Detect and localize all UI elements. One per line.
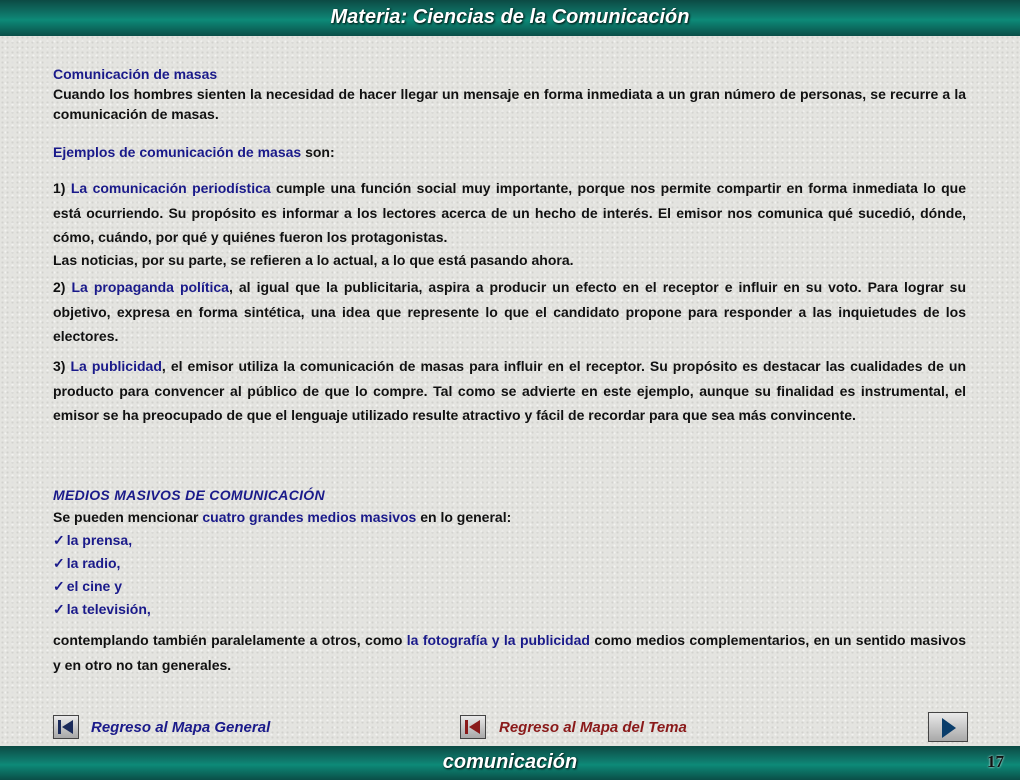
example-number: 1) [53,180,71,196]
check-icon: ✓ [53,555,65,571]
list-item-label: el cine y [66,578,122,594]
back-icon [464,719,482,735]
medios-outro [53,628,966,677]
example-highlight: La comunicación periodística [70,180,271,196]
list-item [53,575,966,598]
medios-intro [53,507,966,527]
medios-intro-post: en lo general: [416,509,512,525]
medios-list [53,529,966,621]
example-text: , el emisor utiliza la comunicación de masas para influir en el receptor. Su propósito es destacar las cualidades de un producto para convencer al público de que lo compre. Tal como se advierte en este ejemplo, aunque su finalidad es instrumental, el emisor se ha preocupado de que el lenguaje utilizado resulte atractivo y fácil de recordar para que sea más convincente. [53,358,967,423]
next-page-button[interactable] [928,712,968,742]
header-bar [0,0,1020,36]
medios-section [53,485,966,621]
list-item [53,552,966,575]
example-extra: Las noticias, por su parte, se refieren a lo actual, a lo que está pasando ahora. [53,251,574,268]
back-icon [57,719,75,735]
example-number: 2) [53,279,72,295]
list-item-label: la televisión, [66,601,151,617]
back-to-topic-map-link[interactable]: Regreso al Mapa del Tema [499,719,687,736]
examples-intro-highlight: Ejemplos de comunicación de masas [53,144,302,160]
medios-intro-highlight: cuatro grandes medios masivos [202,509,417,525]
navigation-bar [0,713,1020,743]
medios-heading: MEDIOS MASIVOS DE COMUNICACIÓN [53,487,325,503]
check-icon: ✓ [53,601,65,617]
section-comunicacion-masas [53,64,966,124]
section-text: Cuando los hombres sienten la necesidad de hacer llegar un mensaje en forma inmediata a un gran número de personas, se recurre a la comunicación de masas. [53,86,966,122]
medios-outro-pre: contemplando también paralelamente a otros, como [53,632,407,648]
back-to-general-map-button[interactable] [53,715,79,739]
example-item [53,275,966,349]
example-number: 3) [53,358,71,374]
next-icon [932,716,964,740]
back-to-general-map-link[interactable]: Regreso al Mapa General [91,719,271,736]
footer-title: comunicación [442,751,578,773]
example-highlight: La publicidad [70,358,162,374]
list-item-label: la radio, [66,555,121,571]
page-number: 17 [987,752,1004,771]
check-icon: ✓ [53,578,65,594]
list-item [53,598,966,621]
back-to-topic-map-button[interactable] [460,715,486,739]
examples-intro-rest: son: [301,144,335,160]
medios-outro-highlight: la fotografía y la publicidad [406,632,590,648]
example-item [53,176,966,270]
list-item [53,529,966,552]
list-item-label: la prensa, [66,532,133,548]
medios-intro-pre: Se pueden mencionar [53,509,203,525]
section-heading: Comunicación de masas [53,66,218,82]
example-text: , al igual que la publicitaria, aspira a producir un efecto en el receptor e influir en su voto. Para lograr su objetivo, expresa en forma sintética, una idea que represente lo que el candidato propone para responder a las inquietudes de los electores. [53,279,966,344]
example-highlight: La propaganda política [71,279,229,295]
examples-intro [53,144,966,160]
page-title: Materia: Ciencias de la Comunicación [330,6,690,28]
check-icon: ✓ [53,532,65,548]
example-text: cumple una función social muy importante, porque nos permite compartir en forma inmediata lo que está ocurriendo. Su propósito es informar a los lectores acerca de un hecho de interés. El emisor nos comunica qué sucedió, dónde, cómo, cuándo, por qué y quiénes fueron los protagonistas. [53,180,967,245]
footer-bar [0,746,1020,780]
example-item [53,354,966,428]
medios-outro-post: como medios complementarios, en un sentido masivos y en otro no tan generales. [53,632,966,673]
